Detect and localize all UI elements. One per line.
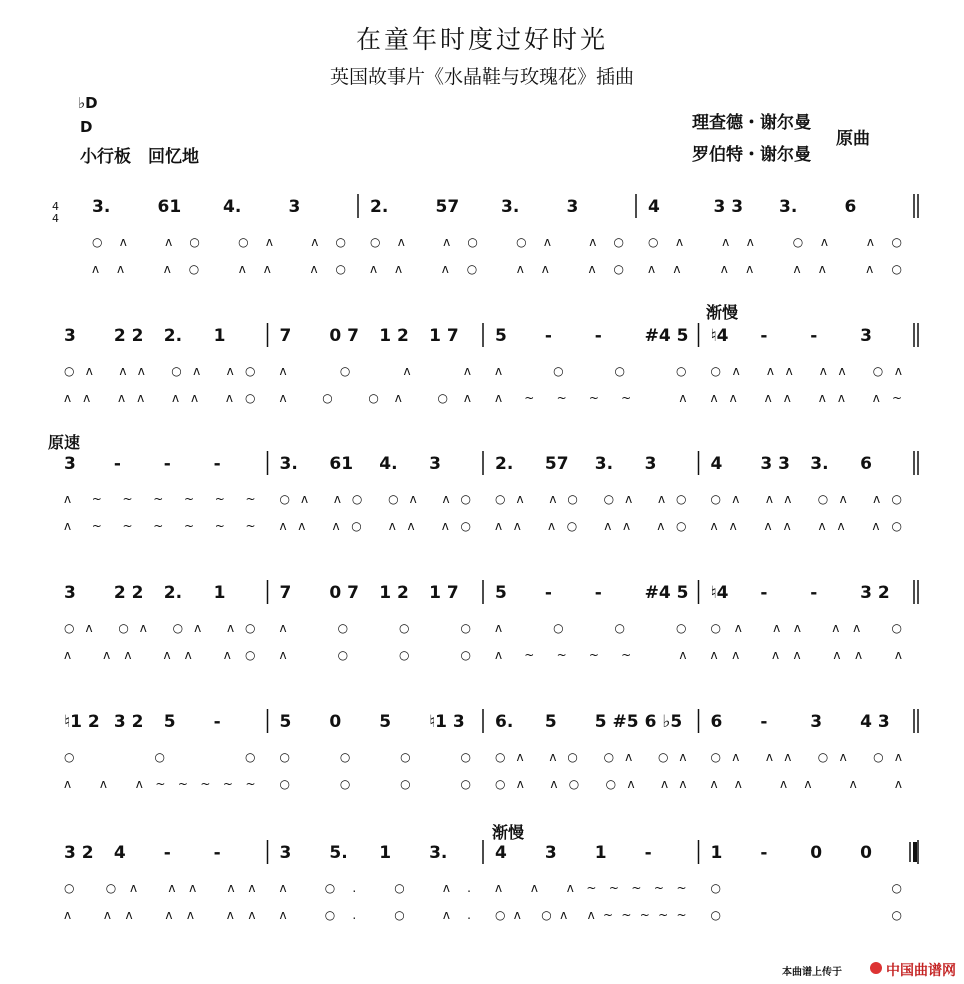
note-token: 7 [279, 326, 292, 346]
note-token: 3 [429, 454, 441, 474]
note-token: 3. [810, 454, 829, 474]
accompaniment-lower: ○ʌ ○ʌ ʌ~~~~~ [495, 908, 687, 922]
accompaniment-upper: ʌ ○ ○ ○ [495, 621, 687, 635]
note-token: 1 7 [429, 326, 459, 346]
note-token: - [760, 712, 768, 732]
note-token: 4 [495, 843, 507, 863]
note-token: 3. [92, 197, 111, 217]
key-signature-flat: ♭D [78, 94, 98, 112]
note-token: 2. [163, 326, 183, 346]
note-token: 5 #5 [594, 712, 639, 732]
note-token: - [760, 583, 768, 603]
accompaniment-lower: ʌ~~~~~~ [64, 519, 256, 533]
accompaniment-lower: ʌ ○. ○ ʌ. [279, 908, 471, 922]
note-token: 6 ♭5 [644, 712, 683, 732]
footer-text: 本曲谱上传于 [782, 967, 842, 978]
accompaniment-upper: ○ʌ ʌʌ ○ʌ ʌ○ [648, 235, 902, 249]
note-token: 1 [213, 326, 226, 346]
note-token: 3. [594, 454, 614, 474]
note-token: - [760, 326, 768, 346]
note-token: 3. [429, 843, 448, 863]
note-token: 1 [710, 843, 723, 863]
time-signature-top: 4 [52, 200, 59, 213]
page-subtitle: 英国故事片《水晶鞋与玫瑰花》插曲 [329, 66, 634, 88]
note-token: 57 [544, 454, 569, 474]
note-token: 0 [810, 843, 823, 863]
note-token: - [810, 583, 818, 603]
note-token: 3. [779, 197, 798, 217]
note-token: 3 2 [113, 712, 144, 732]
note-token: 4 [648, 197, 660, 217]
note-token: 3. [279, 454, 298, 474]
accompaniment-upper: ʌ ○ ○ ○ [279, 621, 471, 635]
note-token: 5 [495, 326, 507, 346]
note-token: ♮1 3 [429, 712, 465, 732]
accompaniment-lower: ʌ ʌ ʌ~~~~~ [64, 777, 256, 791]
accompaniment-upper: ○ ○ [710, 881, 902, 895]
accompaniment-upper: ○ʌ ʌ○ ○ʌ ʌ○ [495, 492, 687, 506]
accompaniment-upper: ○ʌ ʌʌ ʌʌ ○ʌ [710, 364, 902, 378]
note-token: 6 [710, 712, 723, 732]
note-token: - [213, 843, 221, 863]
note-token: 1 [379, 843, 392, 863]
composer-1: 理查德・谢尔曼 [692, 113, 811, 133]
note-token: - [594, 326, 602, 346]
accompaniment-lower: ʌ ○ ○ ○ [279, 648, 471, 662]
note-token: 1 2 [379, 583, 409, 603]
note-token: 3 [810, 712, 823, 732]
note-token: 2. [495, 454, 514, 474]
note-token: 3 2 [64, 843, 94, 863]
accompaniment-lower: ʌʌ ʌ○ ʌʌ ʌ○ [92, 262, 346, 276]
note-token: 4 [710, 454, 723, 474]
note-token: 3 [644, 454, 657, 474]
note-token: 3 [860, 326, 872, 346]
accompaniment-lower: ʌ ʌʌ ʌʌ ʌʌ [64, 908, 256, 922]
note-token: 3 [64, 454, 76, 474]
accompaniment-upper: ○ʌ ʌʌ ○ʌ ○ʌ [710, 750, 902, 764]
note-token: - [594, 583, 602, 603]
note-token: 5 [379, 712, 392, 732]
note-token: 0 7 [329, 583, 359, 603]
accompaniment-lower: ʌʌ ʌʌ ʌ ʌ [710, 777, 902, 791]
accompaniment-lower: ʌʌ ʌʌ ʌʌ ʌ○ [64, 391, 256, 405]
note-token: 2. [163, 583, 183, 603]
ritardando-mark: 渐慢 [706, 303, 739, 322]
note-token: 0 [860, 843, 872, 863]
note-token: 3 [64, 326, 76, 346]
note-token: 1 [594, 843, 607, 863]
note-token: - [644, 843, 652, 863]
note-token: - [810, 326, 818, 346]
note-token: 0 7 [329, 326, 359, 346]
note-token: 7 [279, 583, 292, 603]
note-token: 3 3 [713, 197, 744, 217]
time-signature-bottom: 4 [52, 212, 59, 225]
accompaniment-upper: ○ʌ ʌ○ ○ʌ ʌ○ [370, 235, 624, 249]
note-token: - [163, 843, 171, 863]
accompaniment-upper: ○ʌ ʌ○ ○ʌ ○ʌ [495, 750, 687, 764]
accompaniment-lower: ○ ○ [710, 908, 902, 922]
composer-role: 原曲 [836, 129, 870, 149]
accompaniment-upper: ʌ ○. ○ ʌ. [279, 881, 471, 895]
accompaniment-upper: ○ʌ ʌʌ ʌʌ ○ [710, 621, 902, 635]
site-logo: 中国曲谱网 [886, 960, 956, 980]
accompaniment-lower: ʌʌ ʌʌ ʌʌ ʌ~ [710, 391, 902, 405]
note-token: 5 [279, 712, 292, 732]
note-token: - [544, 326, 552, 346]
accompaniment-lower: ʌ ○ ○ʌ ○ʌ [279, 391, 471, 405]
note-token: ♮4 [710, 326, 729, 346]
note-token: 1 2 [379, 326, 409, 346]
page-title: 在童年时度过好时光 [355, 25, 608, 54]
note-token: #4 5 [644, 326, 689, 346]
note-token: - [760, 843, 768, 863]
note-token: 6 [844, 197, 857, 217]
note-token: 0 [329, 712, 342, 732]
accompaniment-lower: ʌʌ ʌʌ ʌʌ ʌ [710, 648, 902, 662]
note-token: 61 [157, 197, 182, 217]
note-token: ♮4 [710, 583, 729, 603]
a-tempo-mark: 原速 [48, 433, 81, 452]
accompaniment-lower: ʌʌ ʌ○ ʌʌ ʌ○ [370, 262, 624, 276]
note-token: - [213, 454, 221, 474]
note-token: 6. [495, 712, 514, 732]
accompaniment-upper: ○ʌ ʌʌ ○ʌ ʌ○ [710, 492, 902, 506]
accompaniment-lower: ʌʌ ʌ○ ʌʌ ʌ○ [279, 519, 471, 533]
note-token: 5 [163, 712, 176, 732]
note-token: 5 [544, 712, 557, 732]
accompaniment-upper: ʌ ○ ʌ ʌ [279, 364, 471, 378]
note-token: 3 [288, 197, 301, 217]
accompaniment-lower: ʌ~~~~ ʌ [495, 648, 687, 662]
accompaniment-upper: ○ ○ ○ [64, 750, 256, 764]
accompaniment-upper: ○ʌ ʌ○ ○ʌ ʌ○ [92, 235, 346, 249]
accompaniment-upper: ○ʌ ○ʌ ○ʌ ʌ○ [64, 621, 256, 635]
note-token: 6 [860, 454, 872, 474]
note-token: 2 2 [113, 583, 144, 603]
note-token: 3 3 [760, 454, 790, 474]
note-token: - [113, 454, 121, 474]
accompaniment-upper: ʌ~~~~~~ [64, 492, 256, 506]
composer-2: 罗伯特・谢尔曼 [692, 145, 811, 165]
note-token: 4 [113, 843, 126, 863]
note-token: 3 [566, 197, 579, 217]
accompaniment-lower: ʌʌ ʌʌ ʌʌ ʌ○ [710, 519, 902, 533]
note-token: 3 [64, 583, 76, 603]
note-token: 4 3 [860, 712, 890, 732]
note-token: 3 [279, 843, 292, 863]
tempo-marking: 小行板 回忆地 [80, 147, 199, 167]
note-token: 2. [370, 197, 389, 217]
note-token: 1 7 [429, 583, 459, 603]
accompaniment-lower: ○ ○ ○ ○ [279, 777, 471, 791]
note-token: 4. [379, 454, 398, 474]
accompaniment-lower: ○ʌ ʌ○ ○ʌ ʌʌ [495, 777, 687, 791]
note-token: - [213, 712, 221, 732]
accompaniment-lower: ʌʌ ʌ○ ʌʌ ʌ○ [495, 519, 687, 533]
note-token: 1 [213, 583, 226, 603]
accompaniment-upper: ○ ○ʌ ʌʌ ʌʌ [64, 881, 256, 895]
accompaniment-upper: ○ ○ ○ ○ [279, 750, 471, 764]
note-token: 57 [435, 197, 460, 217]
note-token: ♮1 2 [64, 712, 100, 732]
accompaniment-lower: ʌʌ ʌʌ ʌʌ ʌ○ [648, 262, 902, 276]
accompaniment-lower: ʌ~~~~ ʌ [495, 391, 687, 405]
note-token: 61 [329, 454, 354, 474]
note-token: 3 2 [860, 583, 890, 603]
note-token: 5 [495, 583, 507, 603]
note-token: 3 [544, 843, 557, 863]
key-signature-natural: D [80, 118, 93, 136]
accompaniment-upper: ʌ ʌ ʌ~~~~~ [495, 881, 687, 895]
note-token: 4. [223, 197, 242, 217]
note-token: 2 2 [113, 326, 144, 346]
note-token: - [544, 583, 552, 603]
footer-watermark [774, 954, 964, 984]
note-token: 5. [329, 843, 348, 863]
note-token: - [163, 454, 171, 474]
accompaniment-upper: ○ʌ ʌʌ ○ʌ ʌ○ [64, 364, 256, 378]
note-token: 3. [501, 197, 520, 217]
accompaniment-lower: ʌ ʌʌ ʌʌ ʌ○ [64, 648, 256, 662]
accompaniment-upper: ○ʌ ʌ○ ○ʌ ʌ○ [279, 492, 471, 506]
ritardando-mark-2: 渐慢 [492, 823, 525, 842]
note-token: #4 5 [644, 583, 689, 603]
accompaniment-upper: ʌ ○ ○ ○ [495, 364, 687, 378]
